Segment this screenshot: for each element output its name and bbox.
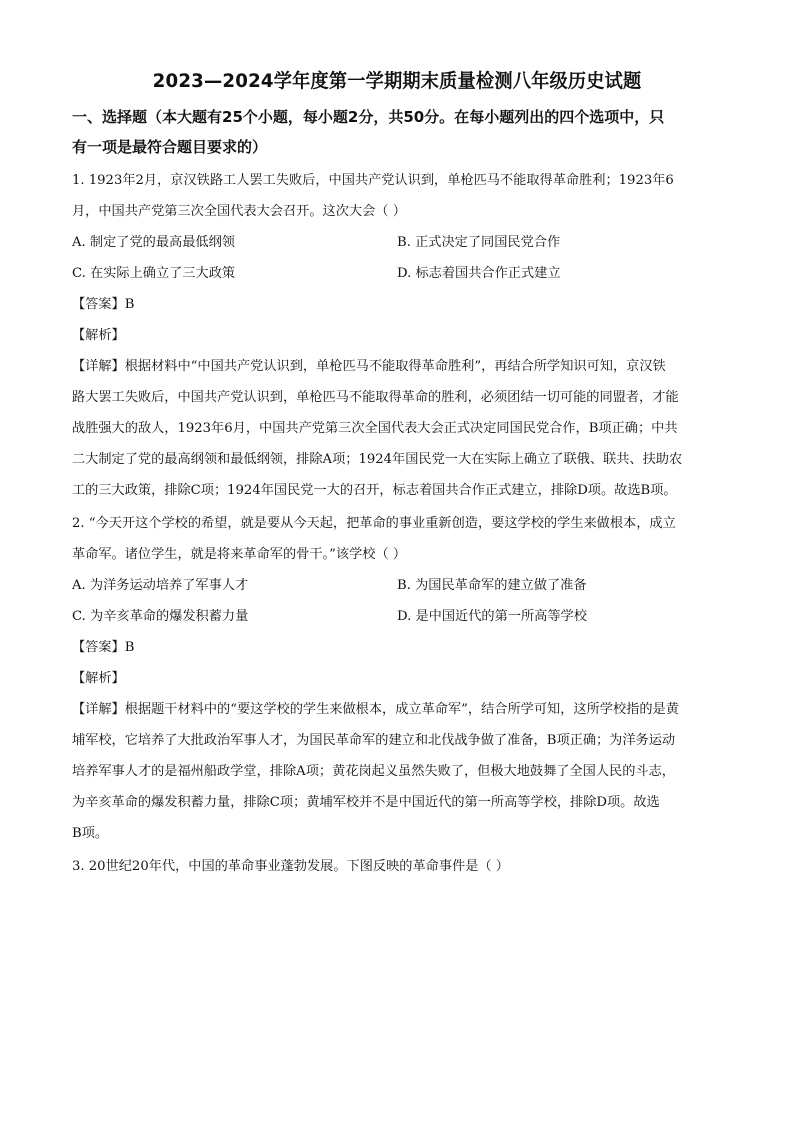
question-1-detail-line: 工的三大政策，排除C项；1924年国民党一大的召开，标志着国共合作正式建立，排除D项。故选B项。 — [72, 483, 677, 498]
question-2-answer: 【答案】B — [72, 640, 135, 655]
question-2-option-b: B. 为国民革命军的建立做了准备 — [397, 578, 587, 593]
question-2-detail-line: 为辛亥革命的爆发积蓄力量，排除C项；黄埔军校并不是中国近代的第一所高等学校，排除D项。故选 — [72, 795, 660, 810]
question-1-option-b: B. 正式决定了同国民党合作 — [397, 235, 561, 250]
question-2-analysis-label: 【解析】 — [72, 671, 125, 686]
question-1-option-d: D. 标志着国共合作正式建立 — [397, 266, 561, 281]
question-1-detail-line: 路大罢工失败后，中国共产党认识到，单枪匹马不能取得革命的胜利，必须团结一切可能的同盟者，才能 — [72, 390, 679, 405]
question-2-stem-line-2: 革命军。诸位学生，就是将来革命军的骨干。”该学校（ ） — [72, 547, 407, 562]
section-heading-line-2: 有一项是最符合题目要求的） — [72, 138, 268, 156]
question-2-stem-line-1: 2. “今天开这个学校的希望，就是要从今天起，把革命的事业重新创造，要这学校的学生来做根本，成立 — [72, 516, 676, 531]
question-2-detail-line: B项。 — [72, 826, 109, 841]
question-1-detail-line: 战胜强大的敌人，1923年6月，中国共产党第三次全国代表大会正式决定同国民党合作，B项正确；中共 — [72, 421, 678, 436]
question-1-answer: 【答案】B — [72, 297, 135, 312]
question-2-option-d: D. 是中国近代的第一所高等学校 — [397, 609, 587, 624]
question-1-analysis-label: 【解析】 — [72, 328, 125, 343]
question-1-stem-line-2: 月，中国共产党第三次全国代表大会召开。这次大会（ ） — [72, 204, 406, 219]
question-2-option-a: A. 为洋务运动培养了军事人才 — [72, 578, 249, 593]
question-1-option-c: C. 在实际上确立了三大政策 — [72, 266, 236, 281]
question-3-stem-line-1: 3. 20世纪20年代，中国的革命事业蓬勃发展。下图反映的革命事件是（ ） — [72, 859, 509, 874]
question-1-detail-line: 二大制定了党的最高纲领和最低纲领，排除A项；1924年国民党一大在实际上确立了联俄、联共、扶助农 — [72, 452, 683, 467]
section-heading-line-1: 一、选择题（本大题有25个小题，每小题2分，共50分。在每小题列出的四个选项中，只 — [72, 108, 665, 126]
question-2-detail-line: 【详解】根据题干材料中的“要这学校的学生来做根本，成立革命军”，结合所学可知，这所学校指的是黄 — [72, 702, 679, 717]
question-2-option-c: C. 为辛亥革命的爆发积蓄力量 — [72, 609, 249, 624]
question-1-stem-line-1: 1. 1923年2月，京汉铁路工人罢工失败后，中国共产党认识到，单枪匹马不能取得革命胜利；1923年6 — [72, 173, 674, 188]
question-1-option-a: A. 制定了党的最高最低纲领 — [72, 235, 235, 250]
question-2-detail-line: 培养军事人才的是福州船政学堂，排除A项；黄花岗起义虽然失败了，但极大地鼓舞了全国人民的斗志， — [72, 764, 675, 779]
question-2-detail-line: 埔军校，它培养了大批政治军事人才，为国民革命军的建立和北伐战争做了准备，B项正确；为洋务运动 — [72, 733, 676, 748]
page-title: 2023—2024学年度第一学期期末质量检测八年级历史试题 — [152, 70, 642, 92]
question-1-detail-line: 【详解】根据材料中“中国共产党认识到，单枪匹马不能取得革命胜利”，再结合所学知识可知，京汉铁 — [72, 359, 666, 374]
